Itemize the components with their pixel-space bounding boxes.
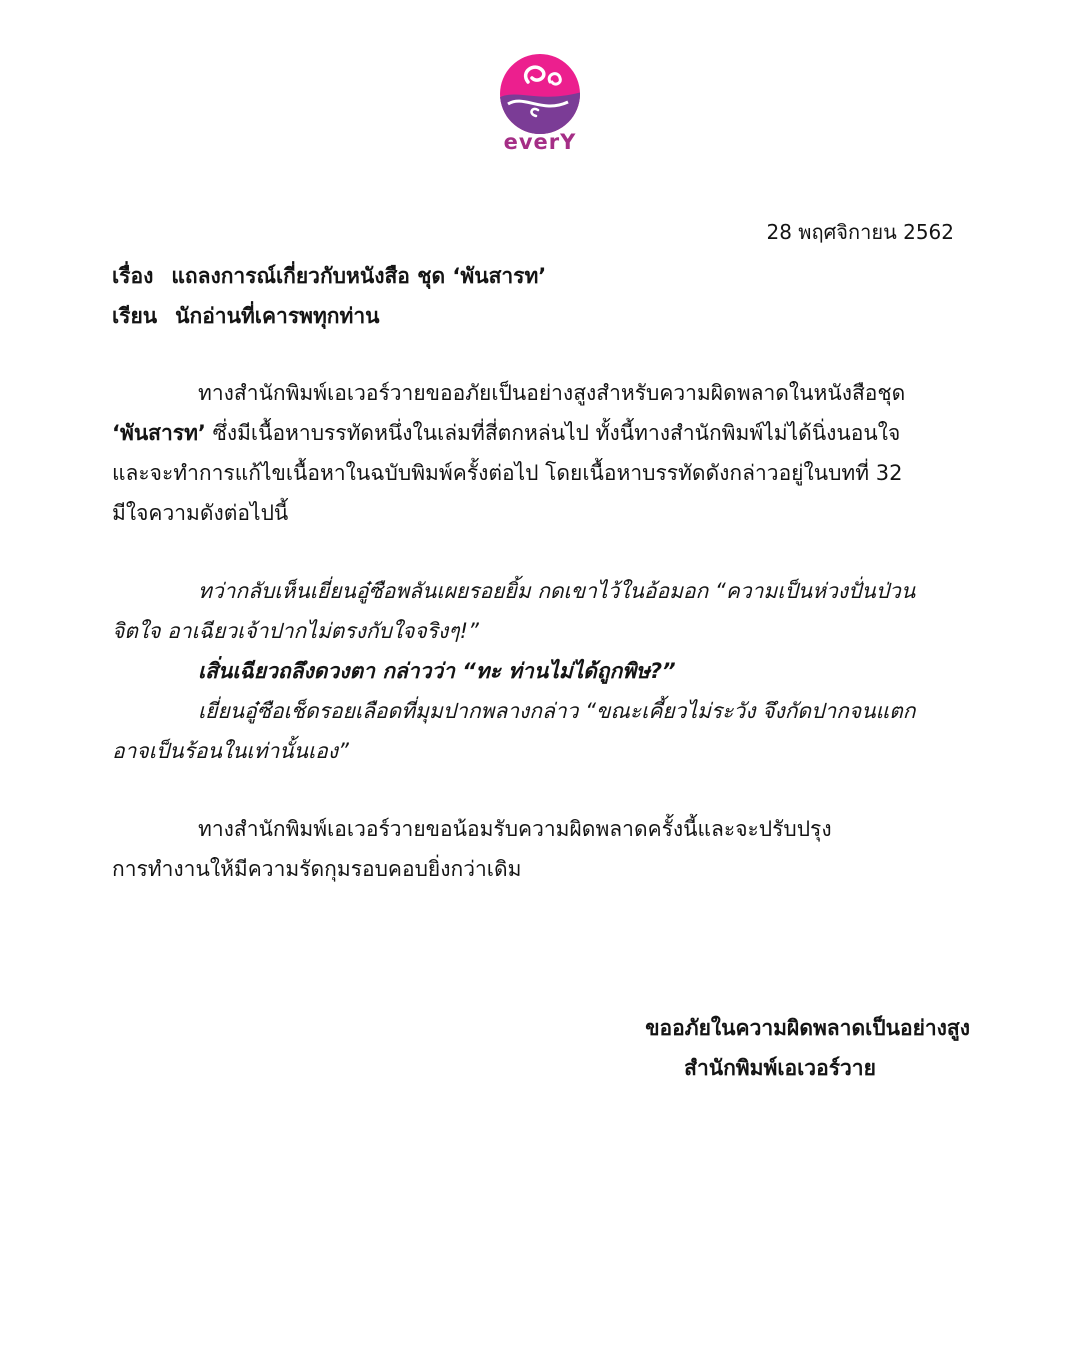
logo-wordmark: everY bbox=[503, 130, 577, 154]
subject-line bbox=[112, 260, 546, 293]
signature-publisher: สำนักพิมพ์เอเวอร์วาย bbox=[684, 1056, 876, 1080]
paragraph-line: และจะทำการแก้ไขเนื้อหาในฉบับพิมพ์ครั้งต่อไป โดยเนื้อหาบรรทัดดังกล่าวอยู่ในบทที่ 32 bbox=[112, 461, 903, 485]
quote-line: ทว่ากลับเห็นเยี่ยนอู๋ซือพลันเผยรอยยิ้ม กดเขาไว้ในอ้อมอก “ความเป็นห่วงปั่นป่วน bbox=[198, 579, 916, 603]
recipient-text: นักอ่านที่เคารพทุกท่าน bbox=[175, 304, 380, 328]
paragraph-line: ทางสำนักพิมพ์เอเวอร์วายขออภัยเป็นอย่างสูงสำหรับความผิดพลาดในหนังสือชุด bbox=[198, 381, 906, 405]
book-title: ‘พันสารท’ bbox=[112, 421, 206, 445]
subject-label: เรื่อง bbox=[112, 264, 154, 288]
closing-paragraph bbox=[112, 809, 978, 889]
everY-logo bbox=[498, 52, 582, 156]
recipient-label: เรียน bbox=[112, 304, 158, 328]
apology-paragraph bbox=[112, 373, 978, 533]
quote-line: เยี่ยนอู๋ซือเช็ดรอยเลือดที่มุมปากพลางกล่าว “ขณะเคี้ยวไม่ระวัง จึงกัดปากจนแตก bbox=[198, 699, 916, 723]
quote-line: อาจเป็นร้อนในเท่านั้นเอง” bbox=[112, 739, 349, 763]
subject-text: แถลงการณ์เกี่ยวกับหนังสือ ชุด ‘พันสารท’ bbox=[171, 264, 547, 288]
missing-text-quote bbox=[112, 571, 978, 771]
recipient-line bbox=[112, 300, 380, 333]
everY-logo-icon bbox=[498, 52, 582, 136]
paragraph-line: มีใจความดังต่อไปนี้ bbox=[112, 501, 289, 525]
paragraph-line: การทำงานให้มีความรัดกุมรอบคอบยิ่งกว่าเดิม bbox=[112, 857, 522, 881]
paragraph-line: ทางสำนักพิมพ์เอเวอร์วายขอน้อมรับความผิดพลาดครั้งนี้และจะปรับปรุง bbox=[198, 817, 832, 841]
signature-apology: ขออภัยในความผิดพลาดเป็นอย่างสูง bbox=[645, 1016, 970, 1040]
quote-line: จิตใจ อาเฉียวเจ้าปากไม่ตรงกับใจจริงๆ!” bbox=[112, 619, 479, 643]
paragraph-line-rest: ซึ่งมีเนื้อหาบรรทัดหนึ่งในเล่มที่สี่ตกหล่นไป ทั้งนี้ทางสำนักพิมพ์ไม่ได้นิ่งนอนใจ bbox=[205, 421, 901, 445]
paragraph-line bbox=[112, 413, 978, 453]
quote-line-highlight: เสิ่นเฉียวถลึงดวงตา กล่าวว่า “ทะ ท่านไม่ได้ถูกพิษ?” bbox=[198, 659, 676, 683]
letter-date: 28 พฤศจิกายน 2562 bbox=[766, 220, 954, 244]
